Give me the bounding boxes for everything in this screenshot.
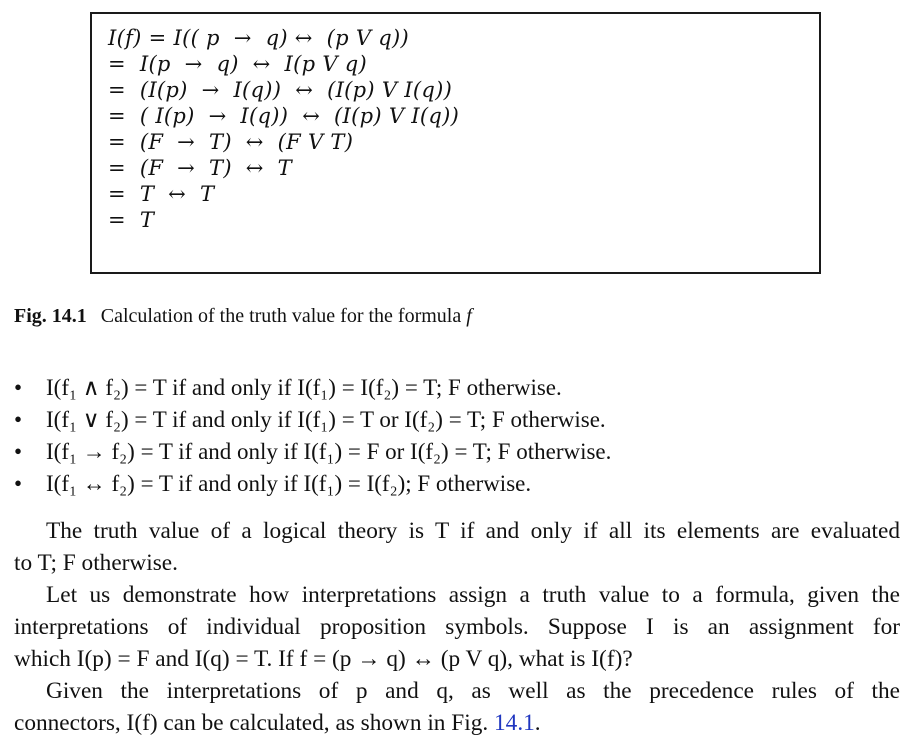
- rule-and: • I(f₁ ∧ f₂) = T if and only if I(f₁) = I(f₂) = T; F otherwise.: [14, 372, 611, 404]
- calc-step-2: = I(p → q) ↔ I(p V q): [108, 52, 367, 76]
- paragraph-theory-truth: [14, 515, 900, 579]
- paragraph-line: [14, 707, 900, 739]
- rule-or: • I(f₁ ∨ f₂) = T if and only if I(f₁) = T or I(f₂) = T; F otherwise.: [14, 404, 611, 436]
- figure-reference-link[interactable]: 14.1: [494, 710, 535, 736]
- figure-caption-variable: f: [466, 305, 472, 327]
- figure-box: [90, 12, 821, 274]
- paragraph-line: which I(p) = F and I(q) = T. If f = (p → q) ↔ (p V q), what is I(f)?: [14, 646, 633, 672]
- calculation-steps: [108, 25, 459, 233]
- calc-step-8: = T: [108, 208, 155, 232]
- figure-label: Fig. 14.1: [14, 305, 87, 327]
- paragraph-line: Given the interpretations of p and q, as well as the precedence rules of the: [46, 678, 900, 704]
- calc-step-1: I(f) = I(( p → q) ↔ (p V q)): [108, 26, 410, 50]
- paragraph-line: interpretations of individual proposition symbols. Suppose I is an assignment for: [14, 614, 900, 640]
- paragraph-calculation: [14, 675, 900, 739]
- rule-iff: • I(f₁ ↔ f₂) = T if and only if I(f₁) = I(f₂); F otherwise.: [14, 468, 611, 500]
- paragraph-demonstration: [14, 579, 900, 675]
- calc-step-5: = (F → T) ↔ (F V T): [108, 130, 354, 154]
- rule-implies: • I(f₁ → f₂) = T if and only if I(f₁) = F or I(f₂) = T; F otherwise.: [14, 436, 611, 468]
- paragraph-line: The truth value of a logical theory is T if and only if all its elements are evaluated: [46, 518, 900, 544]
- paragraph-text: connectors, I(f) can be calculated, as shown in Fig.: [14, 710, 495, 736]
- paragraph-line: Let us demonstrate how interpretations assign a truth value to a formula, given the: [46, 582, 900, 608]
- truth-rules-list: [14, 372, 611, 500]
- paragraph-text: .: [534, 710, 541, 736]
- figure-caption: [14, 305, 472, 328]
- figure-caption-text: Calculation of the truth value for the formula: [100, 305, 467, 327]
- calc-step-6: = (F → T) ↔ T: [108, 156, 292, 180]
- calc-step-4: = ( I(p) → I(q)) ↔ (I(p) V I(q)): [108, 104, 460, 128]
- calc-step-7: = T ↔ T: [108, 182, 215, 206]
- calc-step-3: = (I(p) → I(q)) ↔ (I(p) V I(q)): [108, 78, 453, 102]
- paragraph-line: to T; F otherwise.: [14, 550, 178, 576]
